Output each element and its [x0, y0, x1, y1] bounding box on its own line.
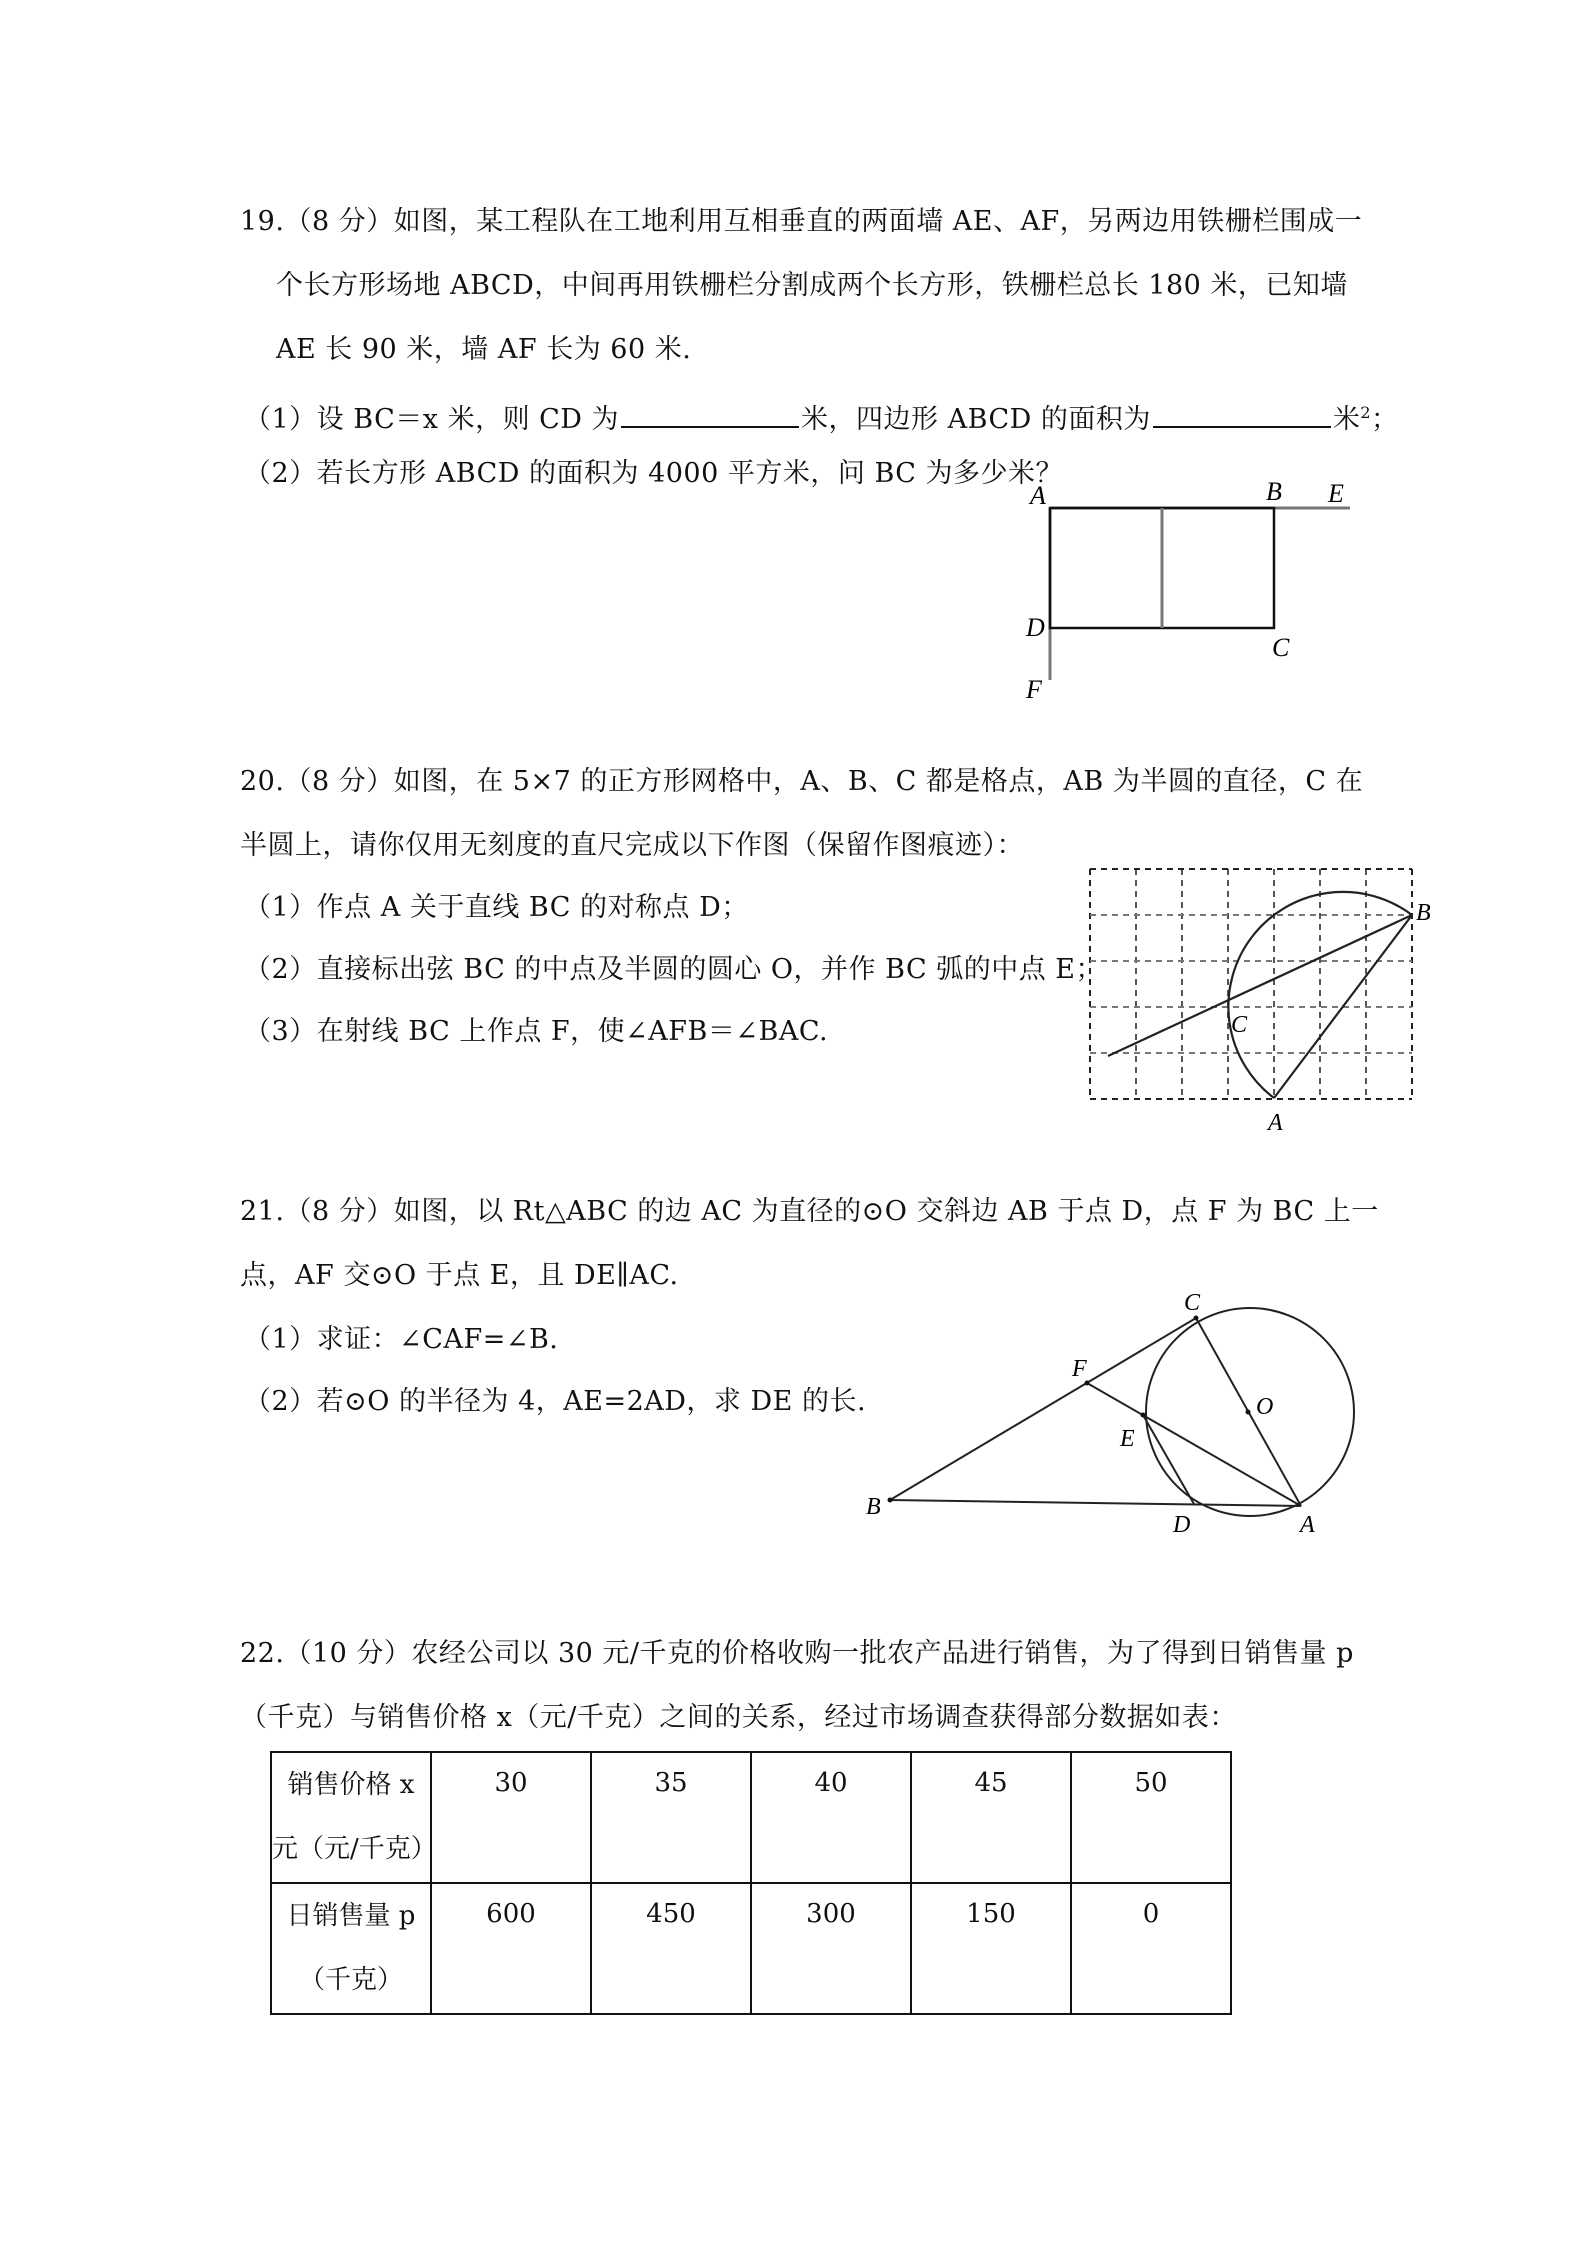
label-f: F [1072, 1356, 1087, 1382]
area-answer-blank[interactable] [1153, 400, 1331, 428]
price-sales-table [270, 1751, 1232, 2015]
row-header-sales [271, 1883, 431, 2014]
point-c [1194, 1316, 1199, 1321]
q19-sup: 2 [1360, 403, 1372, 422]
point-e [1141, 1413, 1146, 1418]
label-d: D [1173, 1512, 1191, 1538]
label-c: C [1184, 1290, 1201, 1316]
label-a: A [1268, 1110, 1283, 1136]
row-header-sales-line1: 日销售量 p [286, 1901, 416, 1931]
label-f: F [1026, 675, 1042, 704]
q20-line1: 20.（8 分）如图，在 5×7 的正方形网格中，A、B、C 都是格点，AB 为半圆的直径，C 在 [240, 766, 1364, 797]
q19-sub1-text-c: 米 [1332, 404, 1361, 435]
q19-sub2: （2）若长方形 ABCD 的面积为 4000 平方米，问 BC 为多少米？ [244, 458, 1064, 489]
q21-sub2: （2）若⊙O 的半径为 4，AE=2AD，求 DE 的长. [244, 1386, 867, 1417]
table-row-sales [271, 1883, 1231, 2014]
q19-sub1-text-b: 米，四边形 ABCD 的面积为 [801, 404, 1151, 435]
q19-sub1-end: ； [1371, 404, 1399, 435]
side-ba [890, 1500, 1301, 1506]
q20-grid-figure [1070, 850, 1440, 1140]
q21-line2: 点，AF 交⊙O 于点 E，且 DE∥AC. [240, 1260, 679, 1291]
row-header-price-line2: 元（元/千克） [272, 1834, 437, 1864]
point-o [1246, 1410, 1251, 1415]
table-cell: 450 [591, 1883, 751, 2014]
row-header-price-line1: 销售价格 x [287, 1770, 415, 1800]
q21-sub1: （1）求证：∠CAF=∠B. [244, 1324, 559, 1355]
label-c: C [1231, 1012, 1248, 1038]
table-row-price [271, 1752, 1231, 1883]
table-cell: 30 [431, 1752, 591, 1883]
row-header-sales-line2: （千克） [298, 1965, 403, 1995]
side-bc [890, 1318, 1196, 1500]
label-b: B [866, 1494, 881, 1520]
label-c: C [1272, 633, 1290, 662]
row-header-price [271, 1752, 437, 1883]
q22-line1: 22.（10 分）农经公司以 30 元/千克的价格收购一批农产品进行销售，为了得到日销售量 p [240, 1638, 1354, 1669]
q20-sub3: （3）在射线 BC 上作点 F，使∠AFB＝∠BAC. [244, 1016, 829, 1047]
label-a: A [1300, 1512, 1315, 1538]
q20-line2: 半圆上，请你仅用无刻度的直尺完成以下作图（保留作图痕迹）： [240, 830, 1024, 861]
q19-line2: 个长方形场地 ABCD，中间再用铁栅栏分割成两个长方形，铁栅栏总长 180 米，已知墙 [276, 270, 1348, 301]
label-d: D [1026, 613, 1045, 642]
q21-figure [850, 1260, 1390, 1550]
grid-lines [1090, 869, 1412, 1099]
label-b: B [1416, 900, 1431, 926]
q20-sub2: （2）直接标出弦 BC 的中点及半圆的圆心 O，并作 BC 弧的中点 E； [244, 954, 1104, 985]
table-cell: 50 [1071, 1752, 1231, 1883]
table-cell: 0 [1071, 1883, 1231, 2014]
cd-answer-blank[interactable] [621, 400, 799, 428]
table-cell: 600 [431, 1883, 591, 2014]
q19-line1: 19.（8 分）如图，某工程队在工地利用互相垂直的两面墙 AE、AF，另两边用铁栅栏围成一 [240, 206, 1363, 237]
q22-line2: （千克）与销售价格 x（元/千克）之间的关系，经过市场调查获得部分数据如表： [240, 1702, 1237, 1733]
q19-figure [1010, 470, 1380, 715]
table-cell: 45 [911, 1752, 1071, 1883]
q19-line3: AE 长 90 米，墙 AF 长为 60 米. [276, 334, 692, 365]
label-a: A [1030, 481, 1046, 510]
table-cell: 40 [751, 1752, 911, 1883]
label-e: E [1120, 1426, 1135, 1452]
label-o: O [1256, 1394, 1274, 1420]
point-b [888, 1498, 893, 1503]
table-cell: 300 [751, 1883, 911, 2014]
q19-sub1 [244, 395, 1399, 438]
segment-de [1143, 1415, 1194, 1504]
q19-sub1-text-a: （1）设 BC＝x 米，则 CD 为 [244, 404, 620, 435]
label-b: B [1266, 477, 1282, 506]
q21-line1: 21.（8 分）如图，以 Rt△ABC 的边 AC 为直径的⊙O 交斜边 AB 于点 D，点 F 为 BC 上一 [240, 1196, 1379, 1227]
label-e: E [1328, 479, 1344, 508]
table-cell: 35 [591, 1752, 751, 1883]
q20-sub1: （1）作点 A 关于直线 BC 的对称点 D； [244, 892, 749, 923]
table-cell: 150 [911, 1883, 1071, 2014]
